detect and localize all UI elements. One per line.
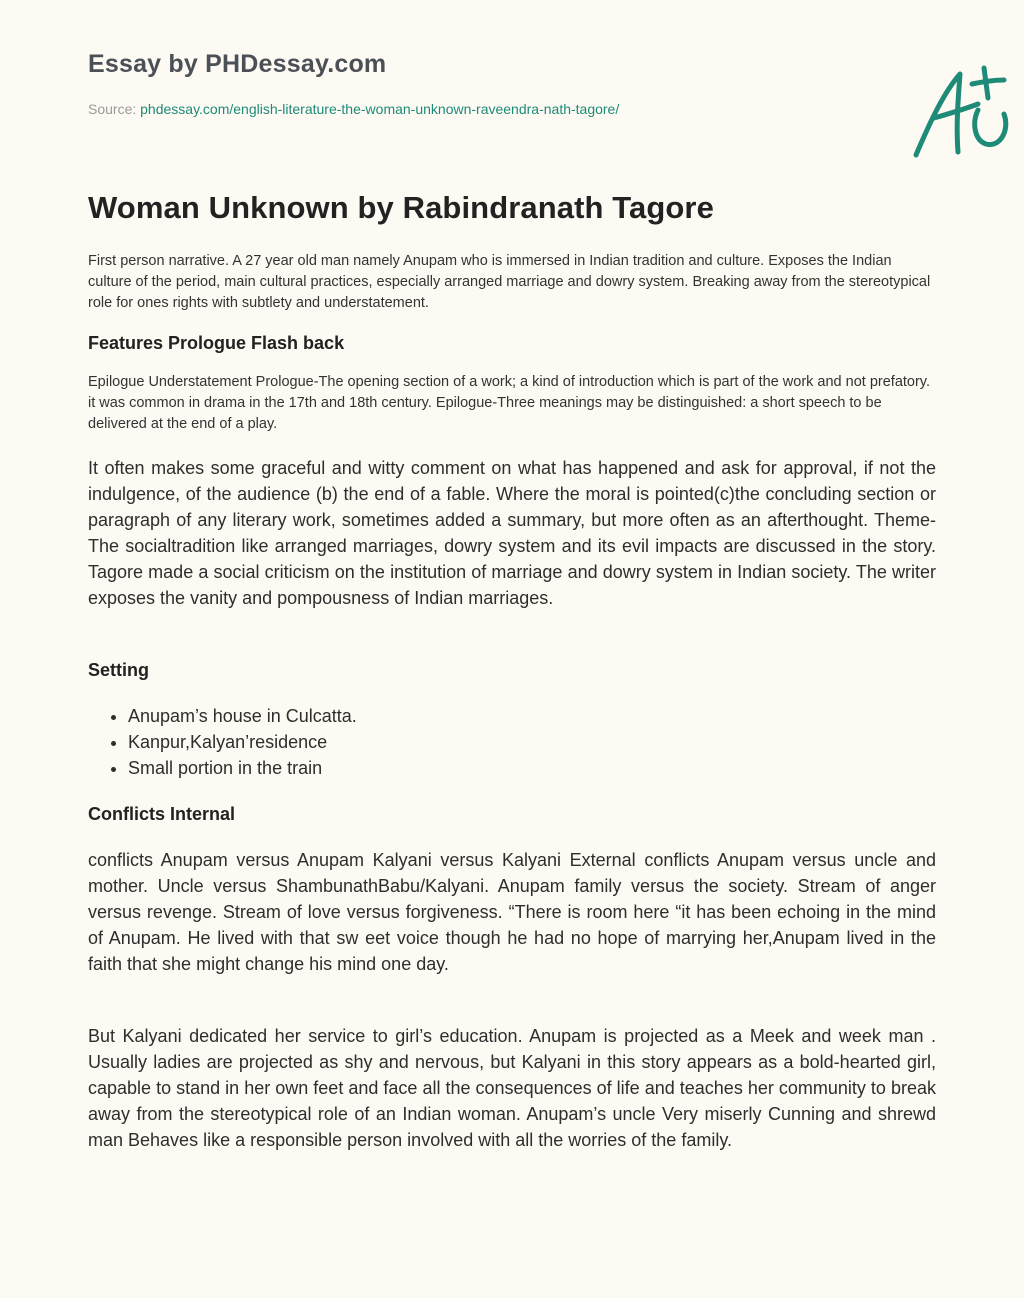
list-item: • Anupam’s house in Culcatta. [128,703,976,729]
list-item: • Small portion in the train [128,755,976,781]
document-title: Woman Unknown by Rabindranath Tagore [88,190,714,225]
features-paragraph: Epilogue Understatement Prologue-The opening section of a work; a kind of introduction which is part of the work and not prefatory. it was common in drama in the 17th and 18th century. Epilogue-Three meanings may be distinguished: a short speech to be delivered at the end of a play. [88,374,931,432]
body-paragraph-1: It often makes some graceful and witty comment on what has happened and ask for approval, if not the indulgence, of the audience (b) the end of a fable. Where the moral is pointed(c)the concluding section or paragraph of any literary work, sometimes added a summary, but more often as an afterthought. Theme-The socialtradition like arranged marriages, dowry system and its evil impacts are discussed in the story. Tagore made a social criticism on the institution of marriage and dowry system in Indian society. The writer exposes the vanity and pompousness of Indian marriages. [88,458,936,608]
body-paragraph-2: conflicts Anupam versus Anupam Kalyani versus Kalyani External conflicts Anupam versus uncle and mother. Uncle versus ShambunathBabu/Kalyani. Anupam family versus the society. Stream of anger versus revenge. Stream of love versus forgiveness. “There is room here “it has been echoing in the mind of Anupam. He lived with that sw eet voice though he had no hope of marrying her,Anupam lived in the faith that she might change his mind one day. [88,850,936,974]
intro-paragraph: First person narrative. A 27 year old man namely Anupam who is immersed in Indian tradition and culture. Exposes the Indian culture of the period, main cultural practices, especially arranged marriage and dowry system. Breaking away from the stereotypical role for ones rights with subtlety and understatement. [88,253,931,311]
source-label: Source: [88,101,141,117]
source-line [88,101,619,117]
setting-list [88,703,976,781]
conflicts-heading: Conflicts Internal [88,804,236,824]
list-item: • Kanpur,Kalyan’residence [128,729,976,755]
body-paragraph-3: But Kalyani dedicated her service to girl’s education. Anupam is projected as a Meek and week man . Usually ladies are projected as shy and nervous, but Kalyani in this story appears as a bold-hearted girl, capable to stand in her own feet and face all the consequences of life and teaches her community to break away from the stereotypical role of an Indian woman. Anupam’s uncle Very miserly Cunning and shrewd man Behaves like a responsible person involved with all the worries of the family. [88,1026,936,1150]
site-title: Essay by PHDessay.com [88,50,387,78]
features-heading: Features Prologue Flash back [88,333,345,353]
a-plus-logo-icon [908,60,1018,165]
source-link[interactable]: phdessay.com/english-literature-the-woman-unknown-raveendra-nath-tagore/ [140,101,620,117]
setting-heading: Setting [88,660,149,680]
